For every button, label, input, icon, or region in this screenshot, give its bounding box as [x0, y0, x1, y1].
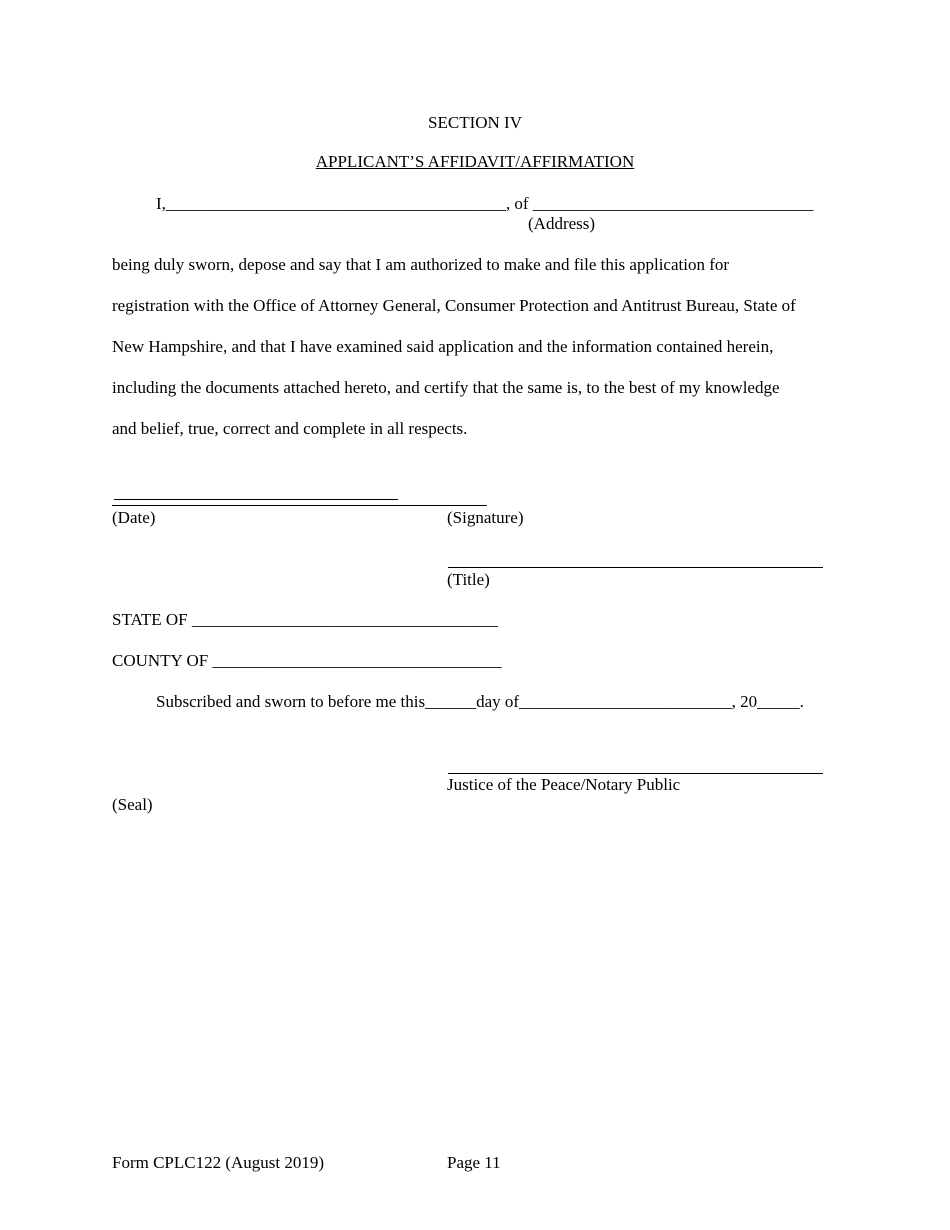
subscribed-end: .	[799, 692, 804, 711]
address-blank[interactable]: _________________________________	[532, 194, 814, 213]
notary-line[interactable]	[448, 773, 823, 774]
state-blank[interactable]: ____________________________________	[191, 610, 498, 629]
county-of-line	[112, 651, 501, 671]
address-label: (Address)	[528, 214, 596, 233]
body-line: including the documents attached hereto, and certify that the same is, to the best of my knowledge	[112, 378, 780, 397]
notary-label: Justice of the Peace/Notary Public	[447, 775, 681, 794]
title-label: (Title)	[447, 570, 490, 589]
county-of-label: COUNTY OF	[112, 651, 209, 670]
form-heading	[0, 152, 950, 172]
day-of-text: day of	[476, 692, 520, 711]
intro-prefix: I,	[156, 194, 166, 213]
day-blank[interactable]: ______	[425, 692, 477, 711]
year-blank[interactable]: _____	[757, 692, 800, 711]
subscribed-text: Subscribed and sworn to before me this	[156, 692, 426, 711]
date-line[interactable]	[114, 499, 398, 500]
subscribed-line	[156, 692, 804, 712]
month-blank[interactable]: _________________________	[519, 692, 732, 711]
intro-of: , of	[505, 194, 529, 213]
state-of-label: STATE OF	[112, 610, 188, 629]
applicant-name-blank[interactable]: ________________________________________	[165, 194, 506, 213]
signature-line-short[interactable]	[112, 505, 487, 506]
section-title: SECTION IV	[428, 113, 522, 132]
body-line: registration with the Office of Attorney General, Consumer Protection and Antitrust Bureau, State of	[112, 296, 796, 315]
date-label: (Date)	[112, 508, 156, 527]
seal-label: (Seal)	[112, 795, 153, 814]
form-heading-text: APPLICANT’S AFFIDAVIT/AFFIRMATION	[315, 152, 635, 171]
footer-page-number: Page 11	[447, 1153, 501, 1172]
year-prefix: , 20	[731, 692, 758, 711]
body-line: and belief, true, correct and complete in all respects.	[112, 419, 468, 438]
county-blank[interactable]: __________________________________	[212, 651, 502, 670]
body-line: being duly sworn, depose and say that I am authorized to make and file this application for	[112, 255, 730, 274]
intro-line	[156, 194, 813, 214]
signature-label: (Signature)	[447, 508, 524, 527]
footer-form-id: Form CPLC122 (August 2019)	[112, 1153, 325, 1172]
body-line: New Hampshire, and that I have examined said application and the information contained herein,	[112, 337, 774, 356]
title-line[interactable]	[448, 567, 823, 568]
state-of-line	[112, 610, 498, 630]
